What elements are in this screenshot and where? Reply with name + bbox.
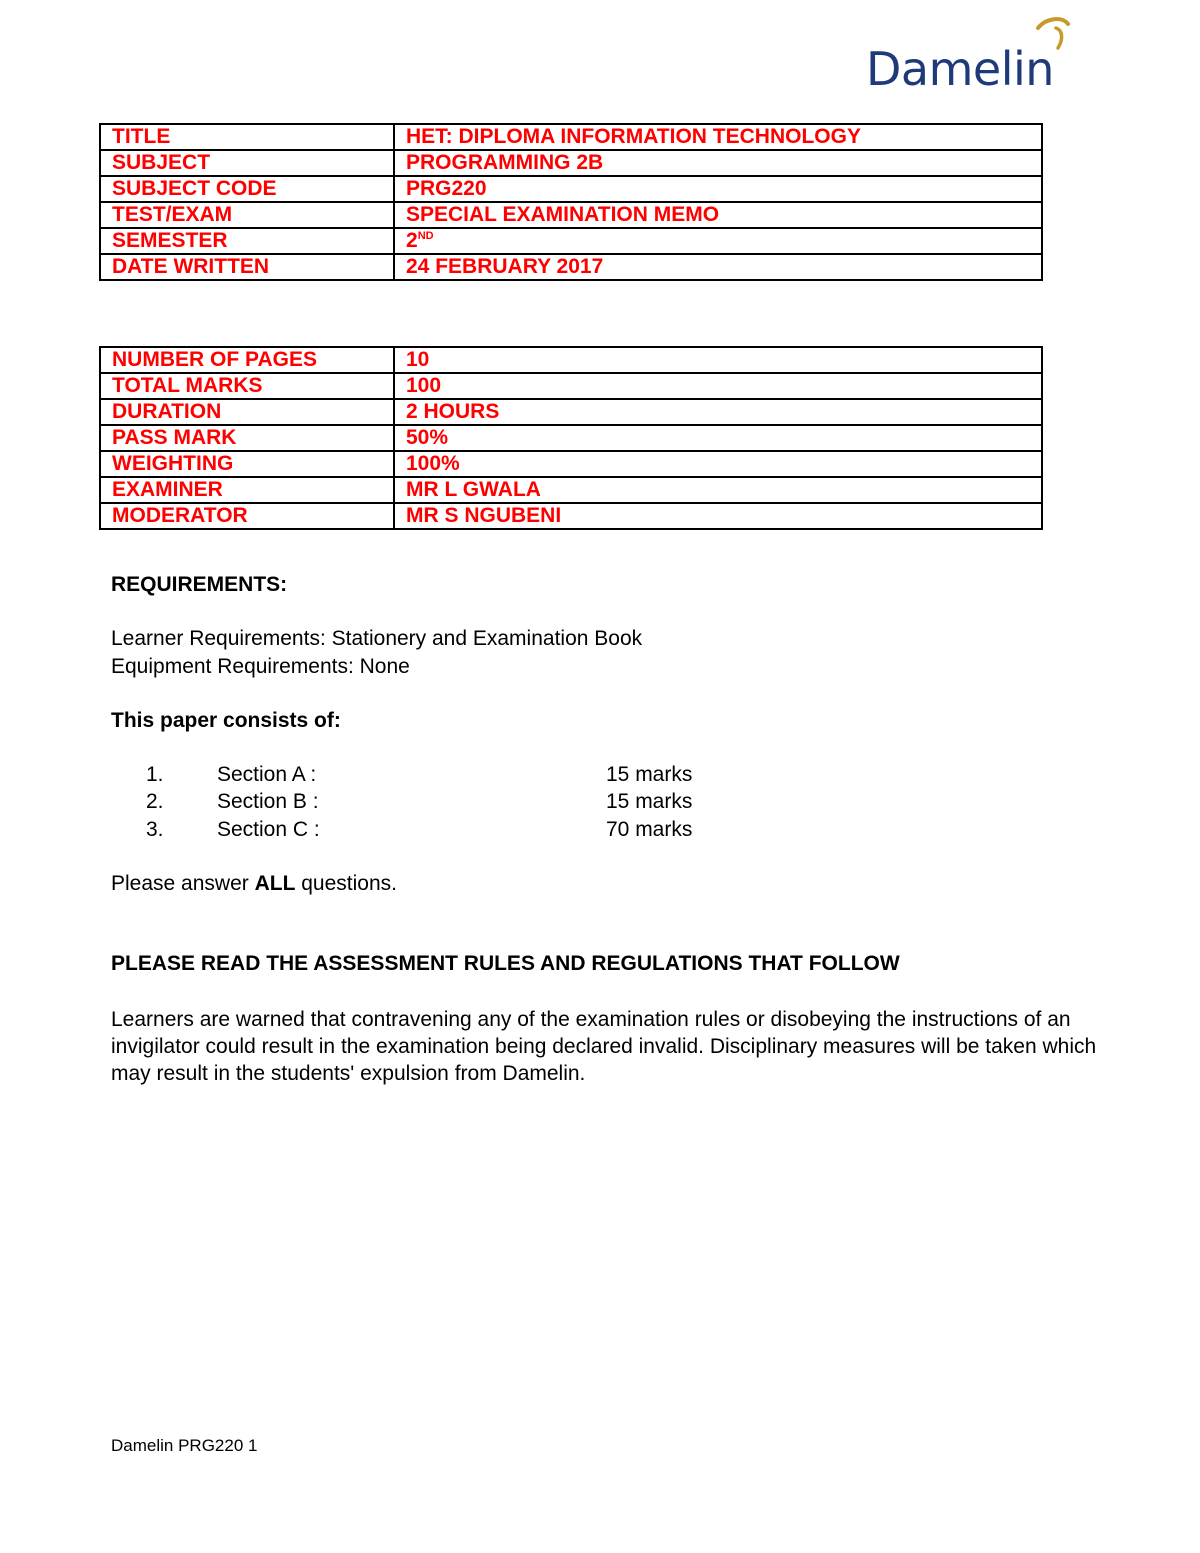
- field-value-text: 10: [406, 348, 430, 371]
- equipment-requirements: Equipment Requirements: None: [111, 655, 410, 678]
- table-row: [100, 150, 1042, 176]
- section-number: 2.: [146, 790, 164, 813]
- field-label: DURATION: [100, 399, 394, 425]
- section-marks: 15 marks: [606, 763, 693, 786]
- table-row: [100, 176, 1042, 202]
- field-value-text: 24 FEBRUARY 2017: [406, 255, 604, 278]
- field-value-text: 100%: [406, 452, 460, 475]
- table-row: [100, 477, 1042, 503]
- field-value: [394, 150, 1042, 176]
- table-row: [100, 399, 1042, 425]
- field-value: [394, 373, 1042, 399]
- section-number: 3.: [146, 818, 164, 841]
- learner-requirements: Learner Requirements: Stationery and Examination Book: [111, 627, 643, 650]
- answer-text-pre: Please answer: [111, 872, 255, 895]
- exam-marks-table: [99, 346, 1043, 530]
- field-value-text: 100: [406, 374, 442, 397]
- field-value: [394, 228, 1042, 254]
- field-value-text: 50%: [406, 426, 449, 449]
- table-row: [100, 347, 1042, 373]
- section-label: Section C :: [217, 818, 320, 841]
- section-marks: 70 marks: [606, 818, 693, 841]
- table-row: [100, 254, 1042, 280]
- field-label: WEIGHTING: [100, 451, 394, 477]
- field-value: [394, 347, 1042, 373]
- field-value: [394, 451, 1042, 477]
- field-label: SUBJECT CODE: [100, 176, 394, 202]
- section-number: 1.: [146, 763, 164, 786]
- table-row: [100, 373, 1042, 399]
- table-row: [100, 451, 1042, 477]
- field-value-superscript: ND: [417, 230, 434, 242]
- exam-details-table: [99, 123, 1043, 281]
- table-row: [100, 202, 1042, 228]
- field-value: [394, 202, 1042, 228]
- table-row: [100, 425, 1042, 451]
- field-value: [394, 254, 1042, 280]
- field-label: EXAMINER: [100, 477, 394, 503]
- field-value: [394, 477, 1042, 503]
- field-label: MODERATOR: [100, 503, 394, 529]
- paper-consists-heading: This paper consists of:: [111, 709, 341, 732]
- answer-instruction: [111, 872, 397, 896]
- table-row: [100, 503, 1042, 529]
- rules-warning-paragraph: Learners are warned that contravening any of the examination rules or disobeying the instructions of an invigilator could result in the examination being declared invalid. Disciplinary measures will be taken which may result in the students' expulsion from Damelin.: [111, 1008, 1097, 1085]
- field-label: TOTAL MARKS: [100, 373, 394, 399]
- field-value-text: 2 HOURS: [406, 400, 500, 423]
- field-value-text: MR S NGUBENI: [406, 504, 562, 527]
- field-label: DATE WRITTEN: [100, 254, 394, 280]
- field-value-text: PROGRAMMING 2B: [406, 151, 604, 174]
- field-value: [394, 503, 1042, 529]
- page-footer: Damelin PRG220 1: [111, 1436, 258, 1455]
- field-value-text: 2: [406, 229, 418, 252]
- field-label: SUBJECT: [100, 150, 394, 176]
- table-row: [100, 124, 1042, 150]
- field-value-text: HET: DIPLOMA INFORMATION TECHNOLOGY: [406, 125, 861, 148]
- requirements-heading: REQUIREMENTS:: [111, 573, 288, 596]
- logo-wordmark: Damelin: [866, 42, 1054, 96]
- field-label: SEMESTER: [100, 228, 394, 254]
- field-value-text: SPECIAL EXAMINATION MEMO: [406, 203, 720, 226]
- section-label: Section B :: [217, 790, 319, 813]
- answer-text-post: questions.: [295, 872, 397, 895]
- field-value: [394, 176, 1042, 202]
- answer-text-bold: ALL: [254, 872, 296, 895]
- field-label: TITLE: [100, 124, 394, 150]
- section-label: Section A :: [217, 763, 317, 786]
- field-label: TEST/EXAM: [100, 202, 394, 228]
- field-value: [394, 124, 1042, 150]
- rules-heading: PLEASE READ THE ASSESSMENT RULES AND REGULATIONS THAT FOLLOW: [111, 952, 900, 975]
- field-value: [394, 399, 1042, 425]
- field-value-text: MR L GWALA: [406, 478, 541, 501]
- damelin-logo: [866, 14, 1096, 96]
- field-label: PASS MARK: [100, 425, 394, 451]
- field-label: NUMBER OF PAGES: [100, 347, 394, 373]
- field-value: [394, 425, 1042, 451]
- field-value-text: PRG220: [406, 177, 487, 200]
- section-marks: 15 marks: [606, 790, 693, 813]
- table-row: [100, 228, 1042, 254]
